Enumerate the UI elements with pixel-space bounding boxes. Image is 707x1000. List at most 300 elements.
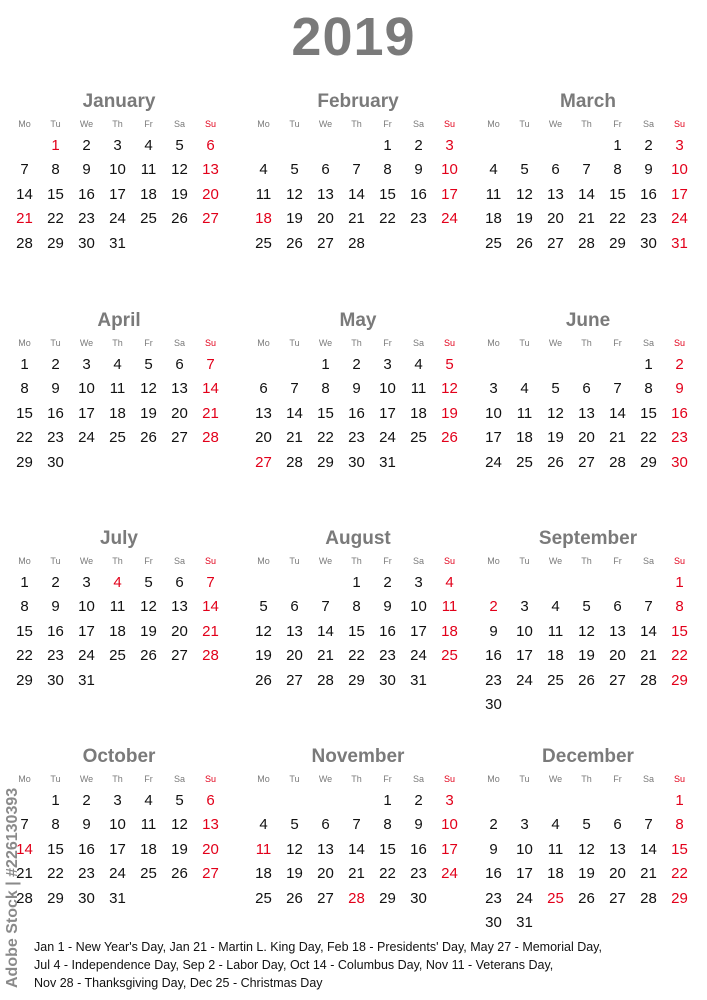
weekday-label: Fr [613, 338, 622, 348]
week-row [478, 426, 695, 450]
empty-cell [248, 134, 279, 158]
day-cell: 1 [51, 792, 60, 809]
week-row [248, 451, 465, 475]
day-cell: 27 [317, 234, 334, 252]
day-cell: 12 [578, 840, 595, 858]
day-cell: 8 [613, 161, 622, 179]
day-cell: 27 [609, 671, 626, 689]
week-row [248, 789, 465, 813]
weekday-label: Mo [487, 556, 500, 566]
day-cell: 5 [582, 816, 591, 834]
weekday-label: Mo [257, 556, 270, 566]
day-cell: 29 [16, 453, 33, 471]
weekday-label: Tu [289, 119, 300, 129]
day-cell: 26 [140, 647, 157, 665]
weekday-label: We [318, 774, 333, 784]
day-cell: 2 [82, 792, 91, 809]
week-row [248, 862, 465, 886]
day-cell: 14 [609, 404, 626, 422]
empty-cell [341, 134, 372, 158]
week-row [248, 158, 465, 182]
day-cell: 13 [317, 185, 334, 203]
day-cell: 6 [206, 137, 215, 154]
day-cell: 7 [644, 816, 653, 834]
weekday-label: Fr [613, 119, 622, 129]
day-cell: 5 [520, 161, 529, 179]
week-row [248, 669, 465, 693]
month-november [248, 745, 465, 911]
stock-watermark: Adobe Stock | #226130393 [4, 787, 21, 988]
empty-cell [434, 669, 465, 693]
day-cell: 10 [441, 816, 458, 834]
empty-cell [279, 571, 310, 595]
day-cell: 19 [441, 404, 458, 422]
day-cell: 6 [175, 356, 184, 373]
day-cell: 3 [445, 137, 454, 154]
day-cell: 20 [202, 185, 219, 203]
weekday-header [248, 769, 465, 789]
empty-cell [478, 353, 509, 377]
day-cell: 17 [485, 429, 502, 447]
day-cell: 26 [286, 234, 303, 252]
day-cell: 28 [202, 647, 219, 665]
weekday-label: Th [351, 119, 362, 129]
week-row [248, 377, 465, 401]
day-cell: 2 [383, 574, 392, 591]
day-cell: 31 [109, 889, 126, 907]
weekday-label: Su [204, 556, 216, 566]
day-cell: 24 [109, 210, 126, 228]
day-cell: 16 [379, 622, 396, 640]
weekday-label: Sa [173, 774, 185, 784]
empty-cell [102, 669, 133, 693]
day-cell: 20 [547, 210, 564, 228]
day-cell: 24 [78, 429, 95, 447]
day-cell: 13 [609, 840, 626, 858]
day-cell: 23 [410, 210, 427, 228]
weekday-label: Mo [257, 338, 270, 348]
day-cell: 18 [140, 840, 157, 858]
day-cell: 22 [16, 647, 33, 665]
day-cell: 29 [609, 234, 626, 252]
day-cell: 5 [445, 356, 454, 373]
week-row [9, 134, 226, 158]
day-cell: 20 [171, 622, 188, 640]
day-cell: 30 [78, 889, 95, 907]
day-cell: 2 [644, 137, 653, 154]
day-cell: 31 [410, 671, 427, 689]
holiday-list [34, 938, 694, 992]
weekday-label: Su [443, 338, 455, 348]
week-row [478, 451, 695, 475]
holiday-line: Jul 4 - Independence Day, Sep 2 - Labor Day, Oct 14 - Columbus Day, Nov 11 - Veterans Day, [34, 958, 554, 972]
weekday-label: Th [581, 119, 592, 129]
empty-cell [509, 571, 540, 595]
day-cell: 1 [644, 356, 653, 373]
day-cell: 18 [255, 210, 272, 228]
day-cell: 13 [171, 380, 188, 398]
day-cell: 30 [640, 234, 657, 252]
day-cell: 1 [383, 137, 392, 154]
week-row [478, 644, 695, 668]
month-name: March [560, 91, 616, 112]
day-cell: 5 [290, 161, 299, 179]
week-row [478, 669, 695, 693]
weekday-label: Sa [642, 774, 654, 784]
day-cell: 6 [206, 792, 215, 809]
weekday-label: Tu [289, 556, 300, 566]
day-cell: 9 [51, 380, 60, 398]
week-row [248, 183, 465, 207]
empty-cell [664, 911, 695, 935]
day-cell: 6 [290, 598, 299, 616]
day-cell: 8 [20, 380, 29, 398]
day-cell: 21 [202, 622, 219, 640]
weekday-label: Fr [383, 556, 392, 566]
day-cell: 19 [547, 429, 564, 447]
month-october [9, 745, 226, 911]
weekday-label: Fr [144, 556, 153, 566]
day-cell: 10 [78, 598, 95, 616]
weekday-header [478, 769, 695, 789]
weekday-header [9, 551, 226, 571]
week-row [478, 158, 695, 182]
day-cell: 11 [140, 161, 157, 179]
day-cell: 11 [255, 185, 272, 203]
weekday-label: Th [112, 338, 123, 348]
weekday-label: Tu [50, 556, 61, 566]
weekday-label: We [318, 338, 333, 348]
day-cell: 17 [410, 622, 427, 640]
month-may [248, 309, 465, 475]
day-cell: 28 [286, 453, 303, 471]
day-cell: 16 [410, 185, 427, 203]
empty-cell [633, 911, 664, 935]
day-cell: 29 [379, 889, 396, 907]
day-cell: 23 [78, 865, 95, 883]
day-cell: 29 [671, 889, 688, 907]
week-row [9, 377, 226, 401]
day-cell: 8 [51, 816, 60, 834]
day-cell: 26 [171, 865, 188, 883]
weekday-label: Fr [613, 556, 622, 566]
day-cell: 22 [47, 865, 64, 883]
day-cell: 10 [485, 404, 502, 422]
month-august [248, 527, 465, 693]
weekday-label: Mo [487, 338, 500, 348]
empty-cell [195, 887, 226, 911]
month-name: January [82, 91, 156, 112]
day-cell: 24 [671, 210, 688, 228]
day-cell: 20 [255, 429, 272, 447]
empty-cell [633, 571, 664, 595]
week-row [478, 620, 695, 644]
day-cell: 19 [255, 647, 272, 665]
day-cell: 27 [171, 429, 188, 447]
empty-cell [540, 134, 571, 158]
empty-cell [571, 911, 602, 935]
week-row [9, 571, 226, 595]
day-cell: 21 [578, 210, 595, 228]
day-cell: 24 [516, 889, 533, 907]
day-cell: 28 [578, 234, 595, 252]
day-cell: 19 [286, 865, 303, 883]
day-cell: 24 [516, 671, 533, 689]
day-cell: 7 [352, 816, 361, 834]
empty-cell [602, 911, 633, 935]
day-cell: 21 [348, 210, 365, 228]
day-cell: 19 [171, 840, 188, 858]
weekday-label: Th [351, 556, 362, 566]
day-cell: 26 [516, 234, 533, 252]
day-cell: 17 [109, 185, 126, 203]
day-cell: 9 [82, 161, 91, 179]
weekday-label: Mo [257, 119, 270, 129]
day-cell: 14 [202, 380, 219, 398]
day-cell: 18 [441, 622, 458, 640]
day-cell: 7 [20, 816, 29, 834]
empty-cell [341, 789, 372, 813]
empty-cell [195, 451, 226, 475]
empty-cell [372, 232, 403, 256]
day-cell: 28 [202, 429, 219, 447]
day-cell: 24 [379, 429, 396, 447]
day-cell: 5 [144, 574, 153, 591]
day-cell: 3 [520, 816, 529, 834]
week-row [248, 595, 465, 619]
day-cell: 1 [383, 792, 392, 809]
empty-cell [310, 134, 341, 158]
day-cell: 29 [16, 671, 33, 689]
day-cell: 4 [113, 356, 122, 373]
empty-cell [9, 134, 40, 158]
day-cell: 12 [286, 840, 303, 858]
weekday-label: Tu [519, 556, 530, 566]
day-cell: 9 [414, 816, 423, 834]
day-cell: 3 [489, 380, 498, 398]
week-row [478, 353, 695, 377]
day-cell: 19 [140, 404, 157, 422]
day-cell: 24 [410, 647, 427, 665]
day-cell: 11 [140, 816, 157, 834]
day-cell: 19 [578, 865, 595, 883]
day-cell: 15 [47, 185, 64, 203]
weekday-header [9, 769, 226, 789]
day-cell: 17 [516, 647, 533, 665]
day-cell: 3 [675, 137, 684, 154]
day-cell: 23 [671, 429, 688, 447]
weekday-label: Tu [519, 338, 530, 348]
day-cell: 31 [516, 913, 533, 931]
weekday-label: We [548, 556, 563, 566]
day-cell: 11 [547, 840, 564, 858]
day-cell: 7 [644, 598, 653, 616]
weekday-label: We [79, 556, 94, 566]
month-name: April [97, 310, 141, 331]
week-row [9, 620, 226, 644]
day-cell: 6 [582, 380, 591, 398]
day-cell: 10 [109, 816, 126, 834]
day-cell: 31 [78, 671, 95, 689]
day-cell: 6 [613, 598, 622, 616]
week-row [9, 595, 226, 619]
day-cell: 26 [547, 453, 564, 471]
day-cell: 15 [47, 840, 64, 858]
day-cell: 18 [547, 647, 564, 665]
day-cell: 25 [516, 453, 533, 471]
weekday-label: Su [204, 338, 216, 348]
day-cell: 13 [317, 840, 334, 858]
day-cell: 3 [82, 574, 91, 591]
day-cell: 28 [348, 234, 365, 252]
day-cell: 13 [286, 622, 303, 640]
weekday-label: Su [204, 774, 216, 784]
day-cell: 4 [259, 161, 268, 179]
empty-cell [509, 693, 540, 717]
day-cell: 12 [286, 185, 303, 203]
month-december [478, 745, 695, 935]
day-cell: 30 [485, 695, 502, 713]
weekday-label: Mo [18, 119, 31, 129]
weekday-label: Sa [412, 774, 424, 784]
day-cell: 27 [547, 234, 564, 252]
weekday-label: We [548, 119, 563, 129]
day-cell: 7 [321, 598, 330, 616]
week-row [9, 232, 226, 256]
day-cell: 9 [383, 598, 392, 616]
weekday-label: Mo [257, 774, 270, 784]
weekday-label: Fr [613, 774, 622, 784]
day-cell: 12 [171, 161, 188, 179]
day-cell: 24 [78, 647, 95, 665]
day-cell: 13 [202, 816, 219, 834]
empty-cell [571, 134, 602, 158]
empty-cell [571, 353, 602, 377]
day-cell: 30 [379, 671, 396, 689]
day-cell: 11 [516, 404, 533, 422]
day-cell: 16 [485, 647, 502, 665]
day-cell: 14 [348, 840, 365, 858]
weekday-label: Su [673, 556, 685, 566]
day-cell: 11 [410, 380, 427, 398]
day-cell: 8 [383, 161, 392, 179]
day-cell: 20 [578, 429, 595, 447]
day-cell: 22 [379, 210, 396, 228]
day-cell: 14 [16, 840, 33, 858]
empty-cell [633, 789, 664, 813]
day-cell: 4 [144, 137, 153, 154]
day-cell: 27 [317, 889, 334, 907]
day-cell: 29 [47, 234, 64, 252]
weekday-label: Su [673, 119, 685, 129]
day-cell: 19 [171, 185, 188, 203]
day-cell: 1 [321, 356, 330, 373]
day-cell: 16 [671, 404, 688, 422]
day-cell: 8 [675, 598, 684, 616]
week-row [478, 789, 695, 813]
day-cell: 26 [578, 671, 595, 689]
day-cell: 4 [445, 574, 454, 591]
day-cell: 25 [140, 865, 157, 883]
day-cell: 2 [414, 792, 423, 809]
month-name: August [325, 528, 391, 549]
day-cell: 6 [321, 161, 330, 179]
day-cell: 3 [113, 792, 122, 809]
empty-cell [248, 571, 279, 595]
day-cell: 15 [671, 840, 688, 858]
weekday-label: Mo [18, 338, 31, 348]
day-cell: 19 [578, 647, 595, 665]
week-row [478, 183, 695, 207]
weekday-label: We [79, 338, 94, 348]
empty-cell [540, 693, 571, 717]
week-row [478, 232, 695, 256]
day-cell: 30 [47, 453, 64, 471]
day-cell: 21 [609, 429, 626, 447]
weekday-label: Su [443, 774, 455, 784]
day-cell: 30 [47, 671, 64, 689]
day-cell: 20 [286, 647, 303, 665]
weekday-label: Fr [144, 774, 153, 784]
day-cell: 27 [255, 453, 272, 471]
day-cell: 20 [609, 865, 626, 883]
year-title: 2019 [291, 7, 416, 67]
empty-cell [133, 887, 164, 911]
week-row [9, 862, 226, 886]
day-cell: 12 [140, 380, 157, 398]
day-cell: 20 [317, 865, 334, 883]
day-cell: 6 [321, 816, 330, 834]
month-name: October [82, 746, 156, 767]
weekday-label: We [79, 119, 94, 129]
day-cell: 26 [441, 429, 458, 447]
day-cell: 14 [286, 404, 303, 422]
week-row [248, 353, 465, 377]
day-cell: 17 [379, 404, 396, 422]
week-row [478, 693, 695, 717]
day-cell: 2 [82, 137, 91, 154]
day-cell: 14 [16, 185, 33, 203]
day-cell: 23 [485, 889, 502, 907]
holiday-line: Jan 1 - New Year's Day, Jan 21 - Martin L. King Day, Feb 18 - Presidents' Day, May 27 - Memorial Day, [34, 940, 602, 954]
day-cell: 13 [202, 161, 219, 179]
week-row [9, 451, 226, 475]
day-cell: 11 [485, 185, 502, 203]
week-row [248, 813, 465, 837]
empty-cell [571, 571, 602, 595]
month-june [478, 309, 695, 475]
empty-cell [602, 353, 633, 377]
day-cell: 30 [348, 453, 365, 471]
day-cell: 4 [551, 598, 560, 616]
month-july [9, 527, 226, 693]
day-cell: 9 [352, 380, 361, 398]
week-row [248, 426, 465, 450]
day-cell: 25 [547, 889, 564, 907]
day-cell: 24 [441, 210, 458, 228]
weekday-header [9, 114, 226, 134]
day-cell: 10 [410, 598, 427, 616]
day-cell: 9 [644, 161, 653, 179]
day-cell: 16 [485, 865, 502, 883]
day-cell: 3 [113, 137, 122, 154]
empty-cell [164, 451, 195, 475]
day-cell: 13 [578, 404, 595, 422]
month-name: July [99, 528, 139, 549]
day-cell: 12 [140, 598, 157, 616]
weekday-label: Th [112, 774, 123, 784]
day-cell: 14 [578, 185, 595, 203]
